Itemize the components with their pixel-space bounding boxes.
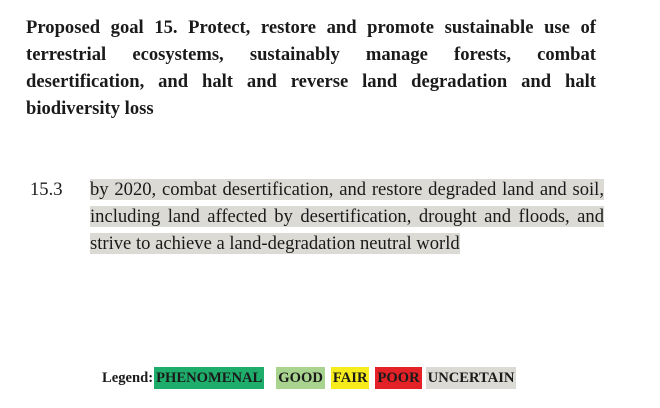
- target-text: [90, 176, 604, 257]
- legend-phenomenal: PHENOMENAL: [154, 367, 264, 389]
- legend-good: GOOD: [276, 367, 325, 389]
- legend-fair: FAIR: [331, 367, 370, 389]
- legend-poor: POOR: [375, 367, 421, 389]
- target-number: 15.3: [30, 179, 63, 200]
- legend: [102, 365, 516, 391]
- legend-uncertain: UNCERTAIN: [426, 367, 517, 389]
- legend-label: Legend:: [102, 369, 154, 386]
- goal-heading: Proposed goal 15. Protect, restore and promote sustainable use of terrestrial ecosystems, sustainably manage forests, combat desertification, and halt and reverse land degradation and halt biodiversity loss: [26, 17, 596, 119]
- target-text-highlighted: by 2020, combat desertification, and restore degraded land and soil, including land affected by desertification, drought and floods, and strive to achieve a land-degradation neutral world: [90, 179, 604, 254]
